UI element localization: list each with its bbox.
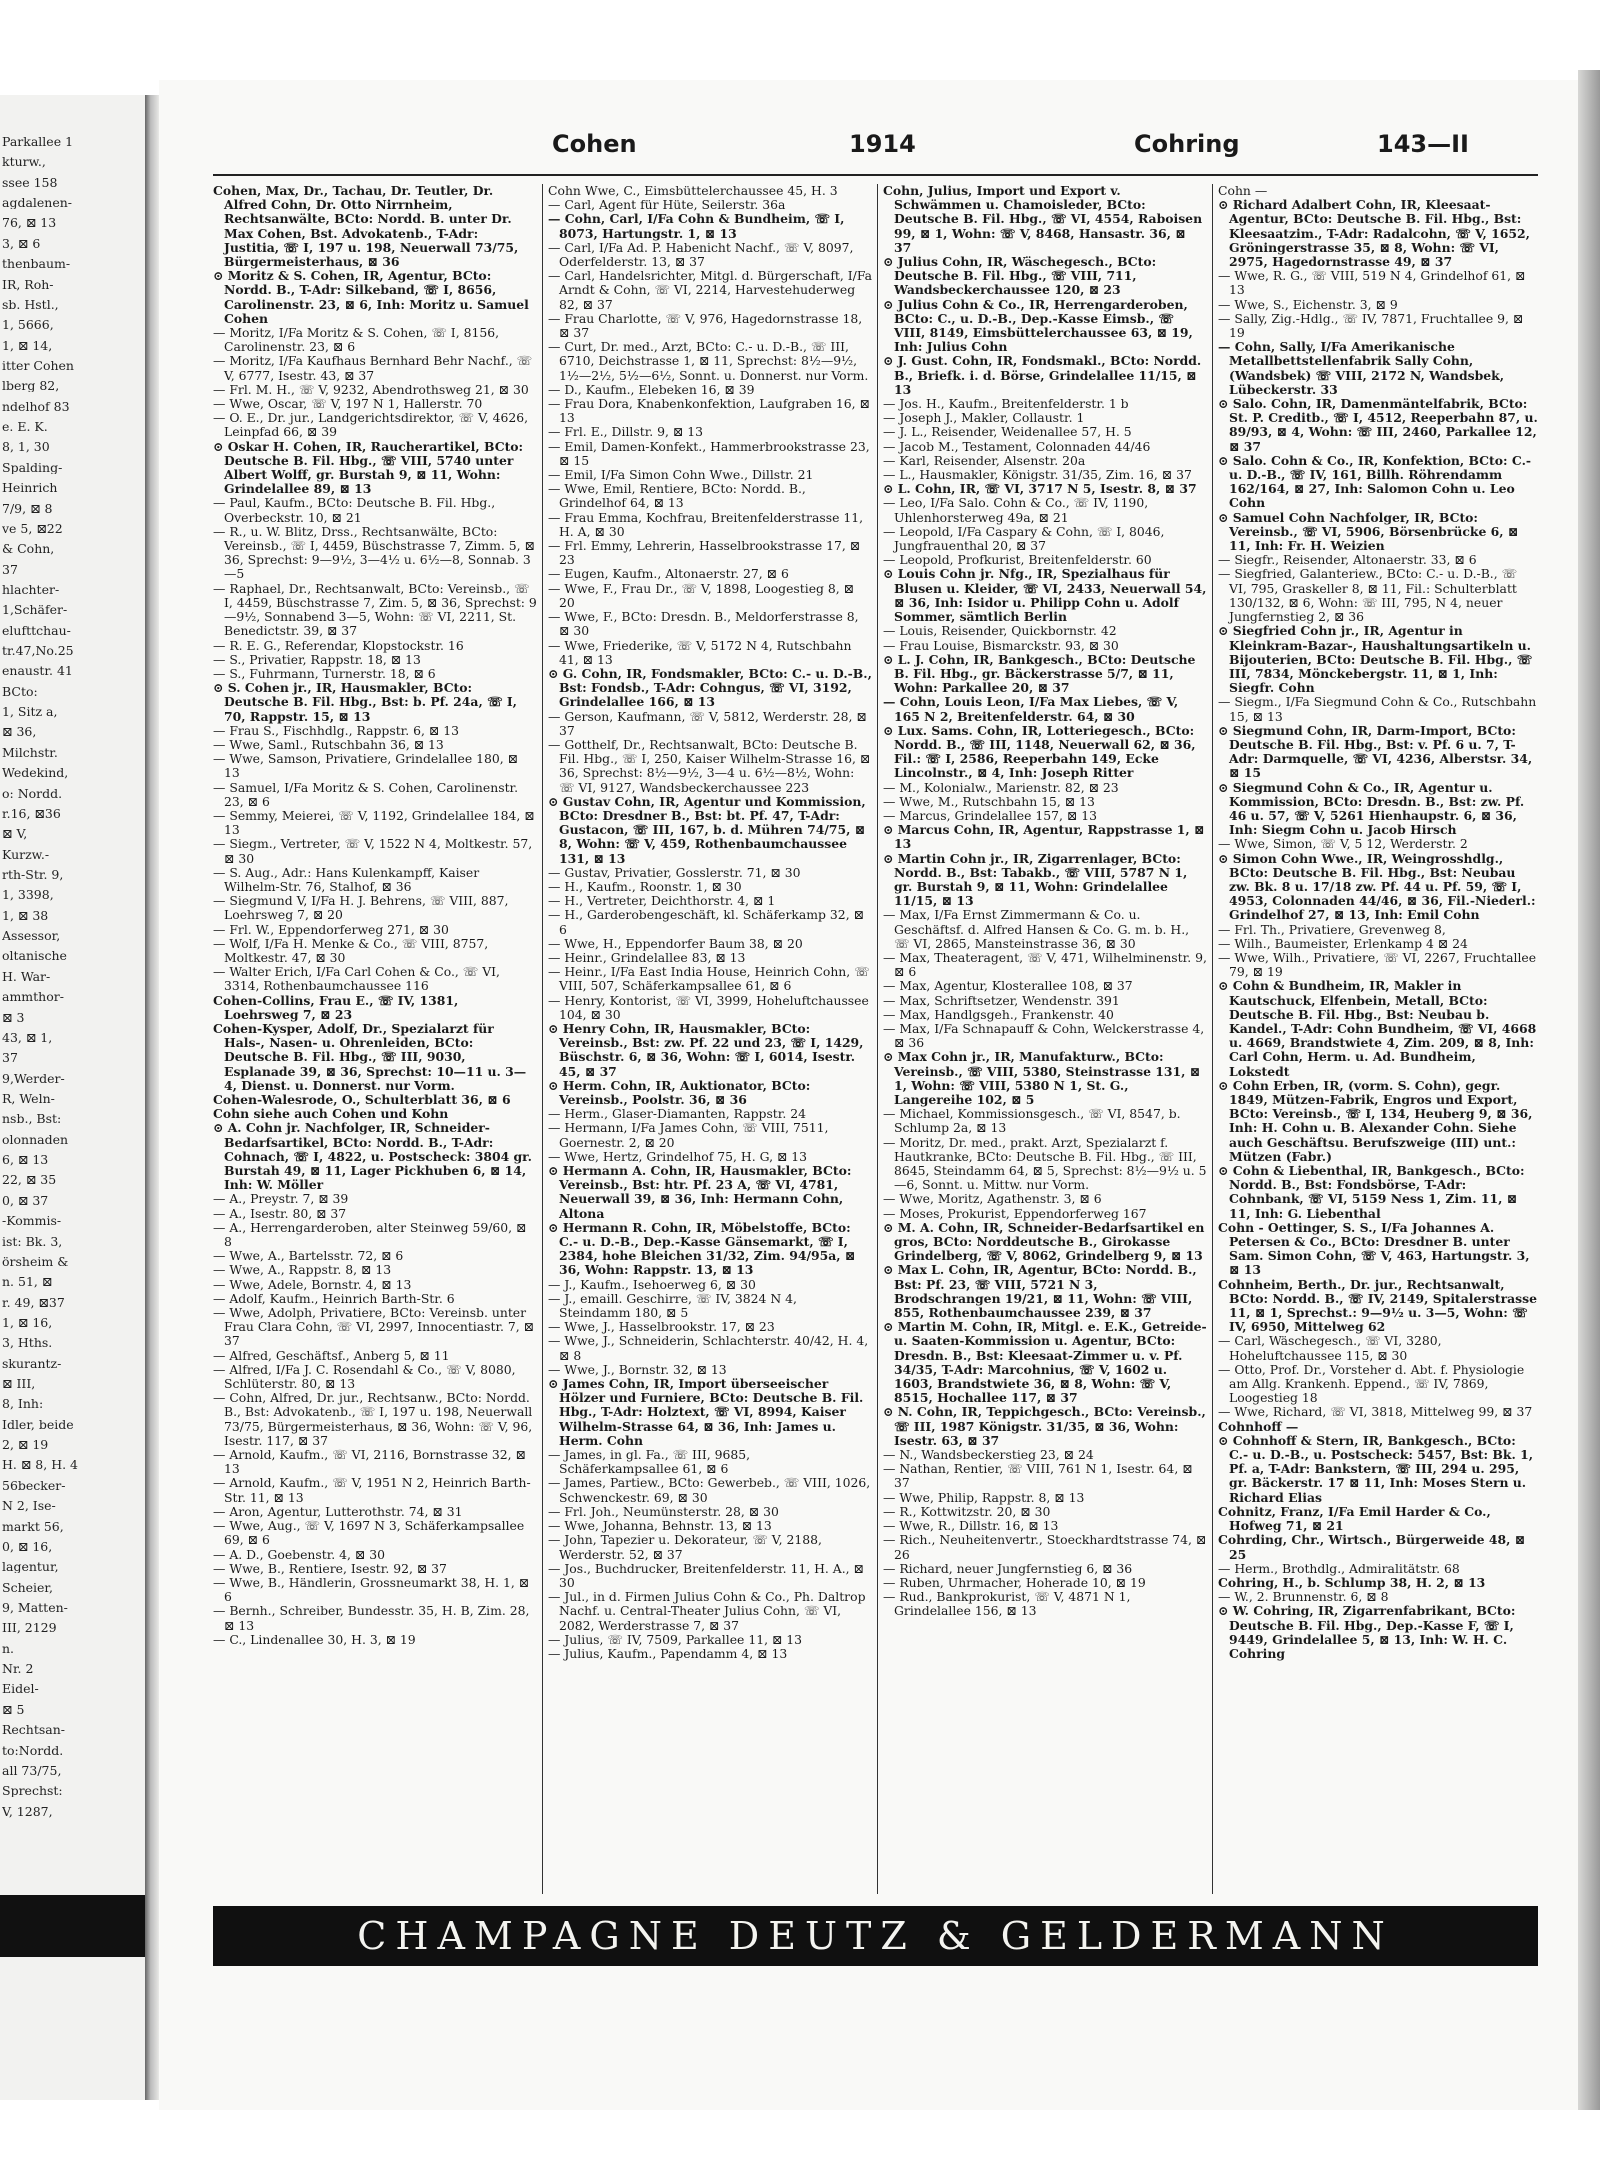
directory-entry: Cohnheim, Berth., Dr. jur., Rechtsanwalt, BCto: Nordd. B., ☏ IV, 2149, Spitalerstrasse 11, ⊠ 1, Sprechst.: 9—9½ u. 3—5, Wohn: ☏ IV, 6950, Mittelweg 62 bbox=[1218, 1276, 1537, 1335]
left-page-fragment: r.16, ⊠36 bbox=[2, 806, 61, 820]
directory-entry: — Siegfr., Reisender, Altonaerstr. 33, ⊠ 6 bbox=[1218, 552, 1477, 568]
directory-entry: — Siegmund V, I/Fa H. J. Behrens, ☏ VIII, 887, Loehrsweg 7, ⊠ 20 bbox=[213, 893, 509, 923]
directory-entry: — Wwe, R. G., ☏ VIII, 519 N 4, Grindelhof 61, ⊠ 13 bbox=[1218, 268, 1526, 298]
left-page-fragment: ⊠ 5 bbox=[2, 1702, 25, 1716]
directory-entry: — Julius, ☏ IV, 7509, Parkallee 11, ⊠ 13 bbox=[548, 1631, 803, 1647]
directory-entry: — R., u. W. Blitz, Drss., Rechtsanwälte, BCto: Vereinsb., ☏ I, 4459, Büschstrasse 7, Zimm. 5, ⊠ 36, Sprechst: 9—9½, 3—4½ u. 6½—8, Sonnab. 3—5 bbox=[213, 523, 535, 582]
left-page-fragment: 1,Schäfer- bbox=[2, 603, 68, 617]
left-page-fragment: tr.47,No.25 bbox=[2, 644, 74, 658]
directory-entry: — A., Isestr. 80, ⊠ 37 bbox=[213, 1205, 347, 1221]
left-page-fragment: 8, Inh: bbox=[2, 1397, 44, 1411]
directory-entry: — Moses, Prokurist, Eppendorferweg 167 bbox=[883, 1205, 1147, 1221]
directory-entry: — Wwe, J., Hasselbrookstr. 17, ⊠ 23 bbox=[548, 1319, 775, 1335]
directory-entry: Cohring, H., b. Schlump 38, H. 2, ⊠ 13 bbox=[1218, 1574, 1486, 1590]
directory-entry: — Karl, Reisender, Alsenstr. 20a bbox=[883, 452, 1086, 468]
column-2 bbox=[548, 184, 872, 1894]
directory-entry: — Herm., Glaser-Diamanten, Rappstr. 24 bbox=[548, 1106, 806, 1122]
left-page-fragment: lberg 82, bbox=[2, 379, 60, 393]
page-edge-shadow bbox=[1578, 70, 1600, 2110]
directory-entry: — Siegm., Vertreter, ☏ V, 1522 N 4, Moltkestr. 57, ⊠ 30 bbox=[213, 836, 533, 866]
left-page-fragment: e. E. K. bbox=[2, 420, 48, 434]
header-rule bbox=[213, 174, 1538, 176]
left-page-fragment: itter Cohen bbox=[2, 358, 74, 372]
advertisement-text: CHAMPAGNE DEUTZ & GELDERMANN bbox=[357, 1914, 1394, 1958]
directory-entry: ⊙ Moritz & S. Cohen, IR, Agentur, BCto: Nordd. B., T-Adr: Silkeband, ☏ I, 8656, Carolinenstr. 23, ⊠ 6, Inh: Moritz u. Samuel Cohen bbox=[213, 268, 529, 326]
directory-entry: ⊙ S. Cohen jr., IR, Hausmakler, BCto: Deutsche B. Fil. Hbg., Bst: b. Pf. 24a, ☏ I, 70, Rappstr. 15, ⊠ 13 bbox=[213, 680, 518, 724]
left-page-fragment: all 73/75, bbox=[2, 1763, 62, 1777]
left-page-fragment: 9,Werder- bbox=[2, 1071, 65, 1085]
left-page-fragment: Spalding- bbox=[2, 460, 63, 474]
left-page-fragment: 22, ⊠ 35 bbox=[2, 1173, 57, 1187]
directory-entry: ⊙ G. Cohn, IR, Fondsmakler, BCto: C.- u. D.-B., Bst: Fondsb., T-Adr: Cohngus, ☏ VI, 3192, Grindelallee 166, ⊠ 13 bbox=[548, 665, 872, 710]
directory-entry: — Wwe, Adolph, Privatiere, BCto: Vereinsb. unter Frau Clara Cohn, ☏ VI, 2997, Innocentiastr. 7, ⊠ 37 bbox=[213, 1305, 535, 1349]
directory-entry: ⊙ Siegmund Cohn & Co., IR, Agentur u. Kommission, BCto: Dresdn. B., Bst: zw. Pf. 46 u. 57, ☏ V, 5261 Hienhaupstr. 6, ⊠ 36, Inh: Siegm Cohn u. Jacob Hirsch bbox=[1218, 779, 1525, 838]
directory-entry: Cohrding, Chr., Wirtsch., Bürgerweide 48, ⊠ 25 bbox=[1218, 1532, 1526, 1562]
directory-entry: — Frl. W., Eppendorferweg 271, ⊠ 30 bbox=[213, 921, 449, 937]
directory-entry: — Arnold, Kaufm., ☏ V, 1951 N 2, Heinrich Barth-Str. 11, ⊠ 13 bbox=[213, 1475, 531, 1505]
column-3 bbox=[883, 184, 1207, 1894]
directory-entry: — Cohn, Carl, I/Fa Cohn & Bundheim, ☏ I, 8073, Hartungstr. 1, ⊠ 13 bbox=[548, 211, 845, 241]
directory-entry: ⊙ Cohn & Liebenthal, IR, Bankgesch., BCto: Nordd. B., Bst: Fondsbörse, T-Adr: Cohnbank, ☏ VI, 5159 Ness 1, Zim. 11, ⊠ 11, Inh: G. Liebenthal bbox=[1218, 1163, 1525, 1221]
left-page-fragment: Assessor, bbox=[2, 929, 61, 943]
directory-entry: — Jos. H., Kaufm., Breitenfelderstr. 1 b bbox=[883, 396, 1129, 412]
left-page-fragment: 2, ⊠ 19 bbox=[2, 1438, 49, 1452]
left-page-fragment: 0, ⊠ 37 bbox=[2, 1193, 49, 1207]
directory-entry: — Marcus, Grindelallee 157, ⊠ 13 bbox=[883, 807, 1098, 823]
directory-entry: — S., Fuhrmann, Turnerstr. 18, ⊠ 6 bbox=[213, 665, 436, 681]
directory-entry: ⊙ Samuel Cohn Nachfolger, IR, BCto: Vereinsb., ☏ VI, 5906, Börsenbrücke 6, ⊠ 11, Inh: Fr. H. Weizien bbox=[1218, 509, 1519, 554]
directory-entry: ⊙ Siegfried Cohn jr., IR, Agentur in Kleinkram-Bazar-, Haushaltungsartikeln u. Bijouterien, BCto: Deutsche B. Fil. Hbg., ☏ III, 7834, Mönckebergstr. 11, ⊠ 1, Inh: Siegfr. Cohn bbox=[1218, 623, 1533, 696]
directory-entry: ⊙ L. J. Cohn, IR, Bankgesch., BCto: Deutsche B. Fil. Hbg., gr. Bäckerstrasse 5/7, ⊠ 11, Wohn: Parkallee 20, ⊠ 37 bbox=[883, 651, 1196, 696]
directory-entry: — Wwe, R., Dillstr. 16, ⊠ 13 bbox=[883, 1518, 1059, 1534]
directory-entry: ⊙ Max Cohn jr., IR, Manufakturw., BCto: Vereinsb., ☏ VIII, 5380, Steinstrasse 131, ⊠ 1, Wohn: ☏ VIII, 5380 N 1, St. G., Langereihe 102, ⊠ 5 bbox=[883, 1049, 1201, 1107]
left-page-fragment: 3, Hths. bbox=[2, 1336, 53, 1350]
directory-entry: ⊙ Hermann A. Cohn, IR, Hausmakler, BCto: Vereinsb., Bst: htr. Pf. 23 A, ☏ VI, 4781, Neuerwall 39, ⊠ 36, Inh: Hermann Cohn, Altona bbox=[548, 1163, 852, 1221]
directory-entry: — Wwe, Emil, Rentiere, BCto: Nordd. B., Grindelhof 64, ⊠ 13 bbox=[548, 481, 806, 511]
directory-entry: — Richard, neuer Jungfernstieg 6, ⊠ 36 bbox=[883, 1560, 1133, 1576]
column-1 bbox=[213, 184, 537, 1894]
directory-entry: — Wwe, M., Rutschbahn 15, ⊠ 13 bbox=[883, 793, 1095, 809]
directory-entry: — Cohn, Louis Leon, I/Fa Max Liebes, ☏ V, 165 N 2, Breitenfelderstr. 64, ⊠ 30 bbox=[883, 694, 1179, 724]
directory-entry: — Hermann, I/Fa James Cohn, ☏ VIII, 7511, Goernestr. 2, ⊠ 20 bbox=[548, 1120, 829, 1150]
left-page-fragment: III, 2129 bbox=[2, 1621, 57, 1635]
directory-entry: — C., Lindenallee 30, H. 3, ⊠ 19 bbox=[213, 1631, 416, 1647]
left-page-fragment: H. War- bbox=[2, 969, 51, 983]
directory-entry: — Wwe, B., Händlerin, Grossneumarkt 38, H. 1, ⊠ 6 bbox=[213, 1574, 530, 1605]
directory-entry: — Wwe, Hertz, Grindelhof 75, H. G, ⊠ 13 bbox=[548, 1148, 808, 1164]
directory-entry: — Carl, Handelsrichter, Mitgl. d. Bürgerschaft, I/Fa Arndt & Cohn, ☏ VI, 2214, Harvestehuderweg 82, ⊠ 37 bbox=[548, 268, 872, 312]
directory-entry: — Frl. Joh., Neumünsterstr. 28, ⊠ 30 bbox=[548, 1503, 779, 1519]
directory-entry: — James, Partiew., BCto: Gewerbeb., ☏ VIII, 1026, Schwenckestr. 69, ⊠ 30 bbox=[548, 1475, 871, 1505]
directory-entry: ⊙ Gustav Cohn, IR, Agentur und Kommission, BCto: Dresdner B., Bst: bt. Pf. 47, T-Adr: Gustacon, ☏ III, 167, b. d. Mühren 74/75, ⊠ 8, Wohn: ☏ V, 459, Rothenbaumchaussee 131, ⊠ 13 bbox=[548, 793, 866, 866]
left-page-fragment: enaustr. 41 bbox=[2, 664, 73, 678]
directory-entry: — Moritz, I/Fa Kaufhaus Bernhard Behr Nachf., ☏ V, 6777, Isestr. 43, ⊠ 37 bbox=[213, 353, 533, 383]
directory-entry: ⊙ Marcus Cohn, IR, Agentur, Rappstrasse 1, ⊠ 13 bbox=[883, 822, 1205, 852]
directory-entry: — Louis, Reisender, Quickbornstr. 42 bbox=[883, 623, 1117, 639]
advertisement-banner bbox=[213, 1906, 1538, 1966]
directory-entry: ⊙ M. A. Cohn, IR, Schneider-Bedarfsartikel en gros, BCto: Norddeutsche B., Girokasse Grindelberg, ☏ V, 8062, Grindelberg 9, ⊠ 13 bbox=[883, 1219, 1205, 1264]
left-page-fragment: nsb., Bst: bbox=[2, 1112, 62, 1126]
directory-entry: — Wolf, I/Fa H. Menke & Co., ☏ VIII, 8757, Moltkestr. 47, ⊠ 30 bbox=[213, 935, 489, 965]
directory-entry: — J., emaill. Geschirre, ☏ IV, 3824 N 4, Steindamm 180, ⊠ 5 bbox=[548, 1290, 797, 1321]
directory-entry: ⊙ Julius Cohn, IR, Wäschegesch., BCto: Deutsche B. Fil. Hbg., ☏ VIII, 711, Wandsbeckerchaussee 120, ⊠ 23 bbox=[883, 254, 1157, 298]
directory-entry: ⊙ Salo. Cohn & Co., IR, Konfektion, BCto: C.- u. D.-B., ☏ IV, 161, Billh. Röhrendamm 162/164, ⊠ 27, Inh: Salomon Cohn u. Leo Cohn bbox=[1218, 452, 1532, 511]
left-page-fragment: to:Nordd. bbox=[2, 1743, 64, 1757]
directory-entry: — Max, Agentur, Klosterallee 108, ⊠ 37 bbox=[883, 978, 1133, 994]
directory-entry: ⊙ Salo. Cohn, IR, Damenmäntelfabrik, BCto: St. P. Creditb., ☏ I, 4512, Reeperbahn 87, u. 89/93, ⊠ 4, Wohn: ☏ III, 2460, Parkallee 12, ⊠ 37 bbox=[1218, 396, 1538, 454]
directory-entry: — Paul, Kaufm., BCto: Deutsche B. Fil. Hbg., Overbeckstr. 10, ⊠ 21 bbox=[213, 495, 496, 525]
directory-entry: — Arnold, Kaufm., ☏ VI, 2116, Bornstrasse 32, ⊠ 13 bbox=[213, 1447, 526, 1477]
left-page-fragment: ⊠ III, bbox=[2, 1377, 36, 1391]
left-page-fragment: Rechtsan- bbox=[2, 1723, 66, 1737]
directory-entry: Cohnhoff — bbox=[1218, 1418, 1299, 1434]
book-gutter bbox=[145, 95, 159, 2100]
directory-entry: — James, in gl. Fa., ☏ III, 9685, Schäferkampsallee 61, ⊠ 6 bbox=[548, 1447, 751, 1477]
directory-entry: Cohn — bbox=[1218, 184, 1268, 198]
directory-entry: — S. Aug., Adr.: Hans Kulenkampff, Kaiser Wilhelm-Str. 76, Stalhof, ⊠ 36 bbox=[213, 864, 480, 894]
left-page-fragment: 1, ⊠ 16, bbox=[2, 1315, 53, 1329]
directory-entry: ⊙ Henry Cohn, IR, Hausmakler, BCto: Vereinsb., Bst: zw. Pf. 22 und 23, ☏ I, 1429, Büschstr. 6, ⊠ 36, Wohn: ☏ I, 6014, Isestr. 45, ⊠ 37 bbox=[548, 1020, 864, 1079]
left-page-fragment: ammthor- bbox=[2, 990, 64, 1004]
left-page-fragment: -Kommis- bbox=[2, 1214, 62, 1228]
directory-entry: — Wwe, S., Eichenstr. 3, ⊠ 9 bbox=[1218, 296, 1398, 312]
directory-entry: — H., Garderobengeschäft, kl. Schäferkamp 32, ⊠ 6 bbox=[548, 907, 864, 937]
left-page-fragment: ⊠ 3 bbox=[2, 1010, 25, 1024]
directory-entry: — J. L., Reisender, Weidenallee 57, H. 5 bbox=[883, 424, 1132, 440]
directory-entry: — Jul., in d. Firmen Julius Cohn & Co., Ph. Daltrop Nachf. u. Central-Theater Julius Cohn, ☏ VI, 2082, Werderstrasse 7, ⊠ 37 bbox=[548, 1589, 866, 1633]
header-year: 1914 bbox=[849, 130, 916, 158]
left-page-fragment: thenbaum- bbox=[2, 257, 71, 271]
directory-entry: — A., Herrengarderoben, alter Steinweg 59/60, ⊠ 8 bbox=[213, 1219, 527, 1250]
directory-entry: — Adolf, Kaufm., Heinrich Barth-Str. 6 bbox=[213, 1290, 455, 1306]
directory-entry: ⊙ Louis Cohn jr. Nfg., IR, Spezialhaus für Blusen u. Kleider, ☏ VI, 2433, Neuerwall 54, ⊠ 36, Inh: Isidor u. Philipp Cohn u. Adolf Sommer, sämtlich Berlin bbox=[883, 566, 1207, 625]
directory-entry: — Wwe, Friederike, ☏ V, 5172 N 4, Rutschbahn 41, ⊠ 13 bbox=[548, 637, 852, 667]
directory-entry: — W., 2. Brunnenstr. 6, ⊠ 8 bbox=[1218, 1589, 1389, 1605]
directory-entry: — M., Kolonialw., Marienstr. 82, ⊠ 23 bbox=[883, 779, 1119, 795]
left-page-fragment: Scheier, bbox=[2, 1580, 53, 1594]
directory-entry: — N., Wandsbeckerstieg 23, ⊠ 24 bbox=[883, 1447, 1094, 1463]
directory-entry: — Eugen, Kaufm., Altonaerstr. 27, ⊠ 6 bbox=[548, 566, 789, 582]
left-page-fragment: ⊠ V, bbox=[2, 827, 28, 841]
directory-entry: — Wwe, H., Eppendorfer Baum 38, ⊠ 20 bbox=[548, 935, 803, 951]
directory-entry: — Curt, Dr. med., Arzt, BCto: C.- u. D.-B., ☏ III, 6710, Deichstrasse 1, ⊠ 11, Sprechst: 8½—9½, 1½—2½, 5½—6½, Sonnt. u. Donnerst. nur Vorm. bbox=[548, 339, 869, 383]
left-page-fragment: Heinrich bbox=[2, 481, 58, 495]
directory-entry: — Moritz, I/Fa Moritz & S. Cohen, ☏ I, 8156, Carolinenstr. 23, ⊠ 6 bbox=[213, 325, 500, 355]
directory-entry: — Frl. M. H., ☏ V, 9232, Abendrothsweg 21, ⊠ 30 bbox=[213, 381, 529, 397]
directory-entry: — Max, I/Fa Ernst Zimmermann & Co. u. Geschäftsf. d. Alfred Hansen & Co. G. m. b. H., ☏ VI, 2865, Mansteinstrasse 36, ⊠ 30 bbox=[883, 907, 1190, 951]
directory-entry: — Alfred, I/Fa J. C. Rosendahl & Co., ☏ V, 8080, Schlüterstr. 80, ⊠ 13 bbox=[213, 1361, 516, 1392]
left-page-fragment: Sprechst: bbox=[2, 1784, 63, 1798]
directory-entry: — Gotthelf, Dr., Rechtsanwalt, BCto: Deutsche B. Fil. Hbg., ☏ I, 250, Kaiser Wilhelm-Strasse 16, ⊠ 36, Sprechst: 8½—9½, 3—4 u. 6½—8½, Wohn: ☏ VI, 9127, Wandsbeckerchaussee 223 bbox=[548, 736, 871, 795]
directory-entry: Cohn - Oettinger, S. S., I/Fa Johannes A. Petersen & Co., BCto: Dresdner B. unter Sam. Simon Cohn, ☏ V, 463, Hartungstr. 3, ⊠ 13 bbox=[1218, 1219, 1530, 1278]
directory-entry: — Carl, Wäschegesch., ☏ VI, 3280, Hoheluftchaussee 115, ⊠ 30 bbox=[1218, 1333, 1442, 1363]
column-divider bbox=[1212, 184, 1213, 1894]
directory-entry: ⊙ A. Cohn jr. Nachfolger, IR, Schneider-Bedarfsartikel, BCto: Nordd. B., T-Adr: Cohnach, ☏ I, 4822, u. Postscheck: 3804 gr. Burstah 49, ⊠ 11, Lager Pickhuben 6, ⊠ 14, Inh: W. Möller bbox=[213, 1120, 532, 1193]
directory-entry: — Wilh., Baumeister, Erlenkamp 4 ⊠ 24 bbox=[1218, 935, 1468, 951]
left-page-fragment: elufttchau- bbox=[2, 623, 71, 637]
left-page-fragment: Wedekind, bbox=[2, 766, 69, 780]
directory-entry: — Raphael, Dr., Rechtsanwalt, BCto: Vereinsb., ☏ I, 4459, Büschstrasse 7, Zim. 5, ⊠ 36, Sprechst: 9—9½, Sonnabend 3—5, Wohn: ☏ VI, 2211, St. Benedictstr. 39, ⊠ 37 bbox=[213, 580, 537, 639]
left-page-fragment: 6, ⊠ 13 bbox=[2, 1153, 49, 1167]
directory-entry: — Siegfried, Galanteriew., BCto: C.- u. D.-B., ☏ VI, 795, Graskeller 8, ⊠ 11, Fil.: Schulterblatt 130/132, ⊠ 6, Wohn: ☏ III, 795, N 4, neuer Jungfernstieg 2, ⊠ 36 bbox=[1218, 566, 1518, 625]
column-4 bbox=[1218, 184, 1538, 1894]
directory-entry: — Wwe, Oscar, ☏ V, 197 N 1, Hallerstr. 70 bbox=[213, 396, 483, 412]
directory-entry: ⊙ Siegmund Cohn, IR, Darm-Import, BCto: Deutsche B. Fil. Hbg., Bst: v. Pf. 6 u. 7, T-Adr: Darmquelle, ☏ VI, 4236, Alberstsr. 34, ⊠ 15 bbox=[1218, 722, 1533, 781]
directory-entry: — Samuel, I/Fa Moritz & S. Cohen, Carolinenstr. 23, ⊠ 6 bbox=[213, 779, 519, 809]
directory-entry: — Wwe, Samson, Privatiere, Grindelallee 180, ⊠ 13 bbox=[213, 751, 519, 781]
left-page-fragment: H. ⊠ 8, H. 4 bbox=[2, 1458, 78, 1472]
directory-entry: — Leopold, Profkurist, Breitenfelderstr. 60 bbox=[883, 552, 1152, 568]
left-page-fragment: 8, 1, 30 bbox=[2, 440, 50, 454]
running-header bbox=[159, 130, 1578, 170]
directory-entry: — J., Kaufm., Isehoerweg 6, ⊠ 30 bbox=[548, 1276, 756, 1292]
directory-entry: — Wwe, J., Bornstr. 32, ⊠ 13 bbox=[548, 1361, 727, 1377]
directory-entry: — Wwe, F., BCto: Dresdn. B., Meldorferstrasse 8, ⊠ 30 bbox=[548, 609, 859, 639]
directory-entry: — Michael, Kommissionsgesch., ☏ VI, 8547, b. Schlump 2a, ⊠ 13 bbox=[883, 1106, 1181, 1136]
directory-page bbox=[159, 80, 1578, 2110]
directory-entry: — Wwe, F., Frau Dr., ☏ V, 1898, Loogestieg 8, ⊠ 20 bbox=[548, 580, 855, 610]
left-page-fragment: 1, Sitz a, bbox=[2, 705, 58, 719]
left-page-fragment: rth-Str. 9, bbox=[2, 868, 64, 881]
directory-entry: ⊙ Martin Cohn jr., IR, Zigarrenlager, BCto: Nordd. B., Bst: Tabakb., ☏ VIII, 5787 N 1, gr. Burstah 9, ⊠ 11, Wohn: Grindelallee 11/15, ⊠ 13 bbox=[883, 850, 1188, 909]
left-page-fragment: o: Nordd. bbox=[2, 786, 63, 800]
directory-entry: — Wwe, Moritz, Agathenstr. 3, ⊠ 6 bbox=[883, 1191, 1102, 1207]
left-page-fragment: & Cohn, bbox=[2, 542, 55, 556]
directory-entry: — A., Preystr. 7, ⊠ 39 bbox=[213, 1191, 349, 1207]
left-page-fragment: n. bbox=[2, 1641, 15, 1655]
left-page-fragment: ndelhof 83 bbox=[2, 399, 70, 413]
left-page-fragment: ve 5, ⊠22 bbox=[2, 521, 63, 535]
left-page-fragment: 76, ⊠ 13 bbox=[2, 216, 57, 230]
directory-entry: — Julius, Kaufm., Papendamm 4, ⊠ 13 bbox=[548, 1645, 788, 1661]
directory-entry: — Otto, Prof. Dr., Vorsteher d. Abt. f. Physiologie am Allg. Krankenh. Eppend., ☏ IV, 7869, Loogestieg 18 bbox=[1218, 1361, 1525, 1406]
left-page-fragment: lagentur, bbox=[2, 1560, 59, 1574]
directory-entry: Cohen-Walesrode, O., Schulterblatt 36, ⊠ 6 bbox=[213, 1092, 511, 1107]
directory-entry: ⊙ J. Gust. Cohn, IR, Fondsmakl., BCto: Nordd. B., Briefk. i. d. Börse, Grindelallee 11/15, ⊠ 13 bbox=[883, 353, 1202, 397]
directory-entry: Cohnitz, Franz, I/Fa Emil Harder & Co., Hofweg 71, ⊠ 21 bbox=[1218, 1503, 1491, 1534]
directory-entry: — Wwe, A., Rappstr. 8, ⊠ 13 bbox=[213, 1262, 392, 1278]
left-page-fragment: IR, Roh- bbox=[2, 277, 54, 291]
directory-entry: ⊙ Max L. Cohn, IR, Agentur, BCto: Nordd. B., Bst: Pf. 23, ☏ VIII, 5721 N 3, Brodschrangen 19/21, ⊠ 11, Wohn: ☏ VIII, 855, Rothenbaumchaussee 239, ⊠ 37 bbox=[883, 1262, 1197, 1321]
directory-entry: ⊙ Martin M. Cohn, IR, Mitgl. e. E.K., Getreide- u. Saaten-Kommission u. Agentur, BCto: Dresdn. B., Bst: Kleesaat-Zimmer u. v. Pf. 34/35, T-Adr: Marcohnius, ☏ V, 1602 u. 1603, Brandstwiete 36, ⊠ 8, Wohn: ☏ V, 8515, Hochallee 117, ⊠ 37 bbox=[883, 1319, 1207, 1406]
directory-entry: — D., Kaufm., Elebeken 16, ⊠ 39 bbox=[548, 381, 755, 397]
directory-entry: — Siegm., I/Fa Siegmund Cohn & Co., Rutschbahn 15, ⊠ 13 bbox=[1218, 694, 1537, 724]
directory-entry: — A. D., Goebenstr. 4, ⊠ 30 bbox=[213, 1546, 386, 1562]
directory-entry: — Frau Dora, Knabenkonfektion, Laufgraben 16, ⊠ 13 bbox=[548, 396, 870, 426]
directory-entry: Cohn Wwe, C., Eimsbüttelerchaussee 45, H. 3 bbox=[548, 184, 838, 198]
directory-entry: — O. E., Dr. jur., Landgerichtsdirektor, ☏ V, 4626, Leinpfad 66, ⊠ 39 bbox=[213, 410, 529, 440]
left-page-fragment: 56becker- bbox=[2, 1478, 66, 1492]
directory-entry: — Frl. E., Dillstr. 9, ⊠ 13 bbox=[548, 424, 703, 440]
directory-entry: — Cohn, Sally, I/Fa Amerikanische Metallbettstellenfabrik Sally Cohn, (Wandsbek) ☏ VIII, 2172 N, Wandsbek, Lübeckerstr. 33 bbox=[1218, 339, 1505, 397]
directory-entry: — Ruben, Uhrmacher, Hoherade 10, ⊠ 19 bbox=[883, 1574, 1146, 1590]
directory-entry: — H., Vertreter, Deichthorstr. 4, ⊠ 1 bbox=[548, 893, 776, 909]
directory-entry: — Frau Louise, Bismarckstr. 93, ⊠ 30 bbox=[883, 637, 1119, 653]
directory-entry: — Carl, I/Fa Ad. P. Habenicht Nachf., ☏ V, 8097, Oderfelderstr. 13, ⊠ 37 bbox=[548, 239, 854, 270]
directory-entry: ⊙ Julius Cohn & Co., IR, Herrengarderoben, BCto: C., u. D.-B., Dep.-Kasse Eimsb., ☏ VIII, 8149, Eimsbüttelerchaussee 63, ⊠ 19, Inh: Julius Cohn bbox=[883, 296, 1193, 355]
directory-entry: — Wwe, Wilh., Privatiere, ☏ VI, 2267, Fruchtallee 79, ⊠ 19 bbox=[1218, 949, 1537, 980]
left-page-fragment: 1, 3398, bbox=[2, 888, 54, 902]
directory-entry: — Aron, Agentur, Lutterothstr. 74, ⊠ 31 bbox=[213, 1503, 463, 1519]
left-page-fragment: V, 1287, bbox=[2, 1804, 53, 1818]
left-page-fragment: n. 51, ⊠ bbox=[2, 1275, 53, 1289]
directory-entry: ⊙ Herm. Cohn, IR, Auktionator, BCto: Vereinsb., Poolstr. 36, ⊠ 36 bbox=[548, 1077, 811, 1107]
directory-entry: — Emil, Damen-Konfekt., Hammerbrookstrasse 23, ⊠ 15 bbox=[548, 438, 870, 468]
directory-entry: — Walter Erich, I/Fa Carl Cohen & Co., ☏ VI, 3314, Rothenbaumchaussee 116 bbox=[213, 964, 500, 994]
directory-entry: — Frl. Emmy, Lehrerin, Hasselbrookstrasse 17, ⊠ 23 bbox=[548, 538, 861, 568]
directory-entry: — Jos., Buchdrucker, Breitenfelderstr. 11, H. A., ⊠ 30 bbox=[548, 1560, 864, 1590]
directory-entry: — Wwe, Aug., ☏ V, 1697 N 3, Schäferkampsallee 69, ⊠ 6 bbox=[213, 1518, 525, 1548]
column-divider bbox=[542, 184, 543, 1894]
left-page-fragment: N 2, Ise- bbox=[2, 1499, 56, 1513]
directory-entry: — Joseph J., Makler, Collaustr. 1 bbox=[883, 410, 1085, 426]
directory-entry: — Max, Schriftsetzer, Wendenstr. 391 bbox=[883, 992, 1120, 1008]
directory-entry: — Wwe, J., Schneiderin, Schlachterstr. 40/42, H. 4, ⊠ 8 bbox=[548, 1333, 869, 1363]
left-page-fragment: Kurzw.- bbox=[2, 847, 50, 861]
left-page-banner-fragment bbox=[0, 1895, 145, 1957]
directory-entry: — S., Privatier, Rappstr. 18, ⊠ 13 bbox=[213, 651, 421, 667]
left-page-fragment: 1, ⊠ 14, bbox=[2, 338, 53, 352]
directory-entry: — Leo, I/Fa Salo. Cohn & Co., ☏ IV, 1190, Uhlenhorsterweg 49a, ⊠ 21 bbox=[883, 495, 1149, 525]
directory-entry: ⊙ Simon Cohn Wwe., IR, Weingrosshdlg., BCto: Deutsche B. Fil. Hbg., Bst: Neubau zw. Bk. 8 u. 17/18 zw. Pf. 44 u. Pf. 59, ☏ I, 4953, Colonnaden 44/46, ⊠ 36, Fil.-Niederl.: Grindelhof 27, ⊠ 13, Inh: Emil Cohn bbox=[1218, 850, 1536, 923]
left-page-fragment: 37 bbox=[2, 562, 18, 576]
directory-entry: ⊙ Oskar H. Cohen, IR, Raucherartikel, BCto: Deutsche B. Fil. Hbg., ☏ VIII, 5740 unter Albert Wolff, gr. Burstah 9, ⊠ 11, Wohn: Grindelallee 89, ⊠ 13 bbox=[213, 438, 524, 497]
directory-entry: — Wwe, Johanna, Behnstr. 13, ⊠ 13 bbox=[548, 1518, 772, 1534]
directory-entry: — Heinr., I/Fa East India House, Heinrich Cohn, ☏ VIII, 507, Schäferkampsallee 61, ⊠ 6 bbox=[548, 964, 870, 994]
left-page-fragment: 7/9, ⊠ 8 bbox=[2, 501, 53, 515]
left-page-fragment: ⊠ 36, bbox=[2, 725, 37, 739]
directory-entry: — Wwe, Philip, Rappstr. 8, ⊠ 13 bbox=[883, 1489, 1085, 1505]
directory-entry: Cohen-Collins, Frau E., ☏ IV, 1381, Loehrsweg 7, ⊠ 23 bbox=[213, 992, 459, 1022]
left-page-fragment: skurantz- bbox=[2, 1356, 62, 1370]
left-page-fragment: agdalenen- bbox=[2, 196, 73, 210]
directory-entry: — Rud., Bankprokurist, ☏ V, 4871 N 1, Grindelallee 156, ⊠ 13 bbox=[883, 1589, 1131, 1619]
directory-entry: — R. E. G., Referendar, Klopstockstr. 16 bbox=[213, 637, 464, 653]
directory-entry: — Leopold, I/Fa Caspary & Cohn, ☏ I, 8046, Jungfrauenthal 20, ⊠ 37 bbox=[883, 523, 1165, 554]
directory-entry: ⊙ Cohn & Bundheim, IR, Makler in Kautschuck, Elfenbein, Metall, BCto: Deutsche B. Fil. Hbg., Bst: Neubau b. Kandel., T-Adr: Cohn Bundheim, ☏ VI, 4668 u. 4669, Brandstwiete 4, Zim. 209, ⊠ 8, Inh: Carl Cohn, Herm. u. Ad. Bundheim, Lokstedt bbox=[1218, 978, 1537, 1079]
left-page-fragment: 1, ⊠ 38 bbox=[2, 908, 49, 922]
left-page-fragment: ist: Bk. 3, bbox=[2, 1234, 63, 1248]
left-page-fragment: r. 49, ⊠37 bbox=[2, 1295, 65, 1309]
left-page-fragment: Idler, beide bbox=[2, 1417, 74, 1431]
directory-entry: — Rich., Neuheitenvertr., Stoeckhardtstrasse 74, ⊠ 26 bbox=[883, 1532, 1207, 1562]
directory-entry: Cohn siehe auch Cohen und Kohn bbox=[213, 1106, 449, 1122]
directory-entry: — R., Kottwitzstr. 20, ⊠ 30 bbox=[883, 1503, 1051, 1519]
left-page-fragment: Nr. 2 bbox=[2, 1662, 34, 1676]
directory-entry: — Jacob M., Testament, Colonnaden 44/46 bbox=[883, 438, 1151, 454]
directory-entry: — John, Tapezier u. Dekorateur, ☏ V, 2188, Werderstr. 52, ⊠ 37 bbox=[548, 1532, 822, 1562]
directory-entry: ⊙ Richard Adalbert Cohn, IR, Kleesaat-Agentur, BCto: Deutsche B. Fil. Hbg., Bst: Kleesaatzim., T-Adr: Radalcohn, ☏ V, 1652, Gröningerstrasse 35, ⊠ 8, Wohn: ☏ VI, 2975, Hagedornstrasse 49, ⊠ 37 bbox=[1218, 197, 1530, 270]
directory-entry: — Carl, Agent für Hüte, Seilerstr. 36a bbox=[548, 197, 786, 213]
directory-entry: Cohn, Julius, Import und Export v. Schwämmen u. Chamoisleder, BCto: Deutsche B. Fil. Hbg., ☏ VI, 4554, Raboisen 99, ⊠ 1, Wohn: ☏ V, 8468, Hansastr. 36, ⊠ 37 bbox=[883, 184, 1203, 255]
left-page-fragment: 1, 5666, bbox=[2, 318, 54, 332]
directory-entry: ⊙ Cohn Erben, IR, (vorm. S. Cohn), gegr. 1849, Mützen-Fabrik, Engros und Export, BCto: Vereinsb., ☏ I, 134, Heuberg 9, ⊠ 36, Inh: H. Cohn u. B. Alexander Cohn. Siehe auch Geschäftsu. Berufszweige (III) unt.: Mützen (Fabr.) bbox=[1218, 1077, 1533, 1164]
directory-entry: ⊙ Lux. Sams. Cohn, IR, Lotteriegesch., BCto: Nordd. B., ☏ III, 1148, Neuerwall 62, ⊠ 36, Fil.: ☏ I, 2586, Reeperbahn 149, Ecke Lincolnstr., ⊠ 4, Inh: Joseph Ritter bbox=[883, 722, 1196, 781]
directory-entry: — Wwe, B., Rentiere, Isestr. 92, ⊠ 37 bbox=[213, 1560, 447, 1576]
left-page-fragment: markt 56, bbox=[2, 1519, 64, 1533]
directory-entry: — Sally, Zig.-Hdlg., ☏ IV, 7871, Fruchtallee 9, ⊠ 19 bbox=[1218, 310, 1524, 341]
directory-entry: — Frau Charlotte, ☏ V, 976, Hagedornstrasse 18, ⊠ 37 bbox=[548, 310, 863, 341]
directory-entry: ⊙ Cohnhoff & Stern, IR, Bankgesch., BCto: C.- u. D.-B., u. Postscheck: 5457, Bst: Bk. 1, Pf. a, T-Adr: Bankstern, ☏ III, 294 u. 295, gr. Bäckerstr. 17 ⊠ 11, Inh: Moses Stern u. Richard Elias bbox=[1218, 1432, 1534, 1505]
directory-entry: — Wwe, Saml., Rutschbahn 36, ⊠ 13 bbox=[213, 736, 444, 752]
directory-entry: — Gerson, Kaufmann, ☏ V, 5812, Werderstr. 28, ⊠ 37 bbox=[548, 708, 867, 738]
left-page-fragment: 3, ⊠ 6 bbox=[2, 236, 41, 250]
directory-entry: — Wwe, Richard, ☏ VI, 3818, Mittelweg 99, ⊠ 37 bbox=[1218, 1404, 1533, 1420]
directory-entry: Cohen, Max, Dr., Tachau, Dr. Teutler, Dr. Alfred Cohn, Dr. Otto Nirrnheim, Rechtsanwälte, BCto: Nordd. B. unter Dr. Max Cohen, Bst. Advokatenb., T-Adr: Justitia, ☏ I, 197 u. 198, Neuerwall 73/75, Bürgermeisterhaus, ⊠ 36 bbox=[213, 184, 519, 270]
directory-entry: Cohen-Kysper, Adolf, Dr., Spezialarzt für Hals-, Nasen- u. Ohrenleiden, BCto: Deutsche B. Fil. Hbg., ☏ III, 9030, Esplanade 39, ⊠ 36, Sprechst: 10—11 u. 3—4, Dienst. u. Donnerst. nur Vorm. bbox=[213, 1020, 527, 1093]
left-page-fragment: R, Weln- bbox=[2, 1091, 55, 1105]
header-page-number: 143—II bbox=[1377, 130, 1469, 158]
directory-entry: — Wwe, Simon, ☏ V, 5 12, Werderstr. 2 bbox=[1218, 836, 1468, 852]
left-facing-page bbox=[0, 95, 148, 2100]
directory-entry: — Alfred, Geschäftsf., Anberg 5, ⊠ 11 bbox=[213, 1347, 450, 1363]
directory-entry: — Max, Theateragent, ☏ V, 471, Wilhelminenstr. 9, ⊠ 6 bbox=[883, 949, 1207, 980]
directory-entry: ⊙ L. Cohn, IR, ☏ VI, 3717 N 5, Isestr. 8, ⊠ 37 bbox=[883, 481, 1197, 497]
left-page-fragment: 0, ⊠ 16, bbox=[2, 1539, 53, 1553]
column-divider bbox=[877, 184, 878, 1894]
directory-entry: — Moritz, Dr. med., prakt. Arzt, Spezialarzt f. Hautkranke, BCto: Deutsche B. Fil. Hbg., ☏ III, 8645, Steindamm 64, ⊠ 5, Sprechst: 8½—9½ u. 5—6, Sonnt. u. Mittw. nur Vorm. bbox=[883, 1134, 1207, 1193]
directory-entry: — Wwe, A., Bartelsstr. 72, ⊠ 6 bbox=[213, 1248, 404, 1264]
directory-entry: ⊙ Hermann R. Cohn, IR, Möbelstoffe, BCto: C.- u. D.-B., Dep.-Kasse Gänsemarkt, ☏ I, 2384, hohe Bleichen 31/32, Zim. 94/95a, ⊠ 36, Wohn: Rappstr. 13, ⊠ 13 bbox=[548, 1219, 856, 1278]
directory-entry: — Semmy, Meierei, ☏ V, 1192, Grindelallee 184, ⊠ 13 bbox=[213, 807, 535, 838]
directory-entry: — Wwe, Adele, Bornstr. 4, ⊠ 13 bbox=[213, 1276, 412, 1292]
directory-entry: — Bernh., Schreiber, Bundesstr. 35, H. B, Zim. 28, ⊠ 13 bbox=[213, 1603, 530, 1633]
left-page-fragment: sb. Hstl., bbox=[2, 297, 59, 311]
header-first-entry: Cohen bbox=[552, 130, 637, 158]
directory-entry: — Nathan, Rentier, ☏ VIII, 761 N 1, Isestr. 64, ⊠ 37 bbox=[883, 1461, 1193, 1491]
left-page-fragment: Parkallee 1 bbox=[2, 135, 74, 148]
left-page-fragment: 9, Matten- bbox=[2, 1601, 68, 1615]
left-page-fragment: kturw., bbox=[2, 155, 46, 169]
left-page-fragment: BCto: bbox=[2, 684, 38, 698]
directory-entry: ⊙ W. Cohring, IR, Zigarrenfabrikant, BCto: Deutsche B. Fil. Hbg., Dep.-Kasse F, ☏ I, 9449, Grindelallee 5, ⊠ 13, Inh: W. H. C. Cohring bbox=[1218, 1603, 1516, 1661]
directory-entry: ⊙ James Cohn, IR, Import überseeischer Hölzer und Furniere, BCto: Deutsche B. Fil. Hbg., T-Adr: Holztext, ☏ VI, 8994, Kaiser Wilhelm-Strasse 64, ⊠ 36, Inh: James u. Herm. Cohn bbox=[548, 1376, 864, 1448]
directory-entry: — Cohn, Alfred, Dr. jur., Rechtsanw., BCto: Nordd. B., Bst: Advokatenb., ☏ I, 197 u. 198, Neuerwall 73/75, Bürgermeisterhaus, ⊠ 36, Wohn: ☏ V, 96, Isestr. 117, ⊠ 37 bbox=[213, 1390, 533, 1448]
directory-entry: — Frau S., Fischhdlg., Rappstr. 6, ⊠ 13 bbox=[213, 722, 459, 738]
left-page-fragment: 37 bbox=[2, 1051, 18, 1065]
left-page-fragment: olonnaden bbox=[2, 1132, 69, 1146]
directory-entry: — Frau Emma, Kochfrau, Breitenfelderstrasse 11, H. A, ⊠ 30 bbox=[548, 509, 864, 539]
left-page-fragment: ssee 158 bbox=[2, 175, 58, 189]
left-page-fragment: Eidel- bbox=[2, 1682, 39, 1696]
left-page-fragment: örsheim & bbox=[2, 1254, 69, 1268]
directory-entry: — Max, I/Fa Schnapauff & Cohn, Welckerstrasse 4, ⊠ 36 bbox=[883, 1020, 1205, 1051]
directory-entry: — H., Kaufm., Roonstr. 1, ⊠ 30 bbox=[548, 878, 742, 894]
directory-entry: — L., Hausmakler, Königstr. 31/35, Zim. 16, ⊠ 37 bbox=[883, 467, 1192, 483]
directory-entry: — Emil, I/Fa Simon Cohn Wwe., Dillstr. 21 bbox=[548, 467, 814, 483]
directory-entry: — Max, Handlgsgeh., Frankenstr. 40 bbox=[883, 1006, 1114, 1022]
directory-entry: ⊙ N. Cohn, IR, Teppichgesch., BCto: Vereinsb., ☏ III, 1987 Königstr. 31/35, ⊠ 36, Wohn: Isestr. 63, ⊠ 37 bbox=[883, 1404, 1206, 1448]
left-page-fragment: 43, ⊠ 1, bbox=[2, 1030, 53, 1044]
header-last-entry: Cohring bbox=[1134, 130, 1240, 158]
left-page-fragment: Milchstr. bbox=[2, 745, 58, 759]
directory-entry: — Heinr., Grindelallee 83, ⊠ 13 bbox=[548, 949, 746, 965]
directory-entry: — Frl. Th., Privatiere, Grevenweg 8, bbox=[1218, 921, 1446, 937]
directory-entry: — Henry, Kontorist, ☏ VI, 3999, Hoheluftchaussee 104, ⊠ 30 bbox=[548, 992, 869, 1022]
directory-entry: — Herm., Brothdlg., Admiralitätstr. 68 bbox=[1218, 1560, 1460, 1576]
directory-entry: — Gustav, Privatier, Gosslerstr. 71, ⊠ 30 bbox=[548, 864, 801, 880]
left-page-fragment: oltanische bbox=[2, 949, 67, 963]
left-page-fragment: hlachter- bbox=[2, 582, 60, 596]
